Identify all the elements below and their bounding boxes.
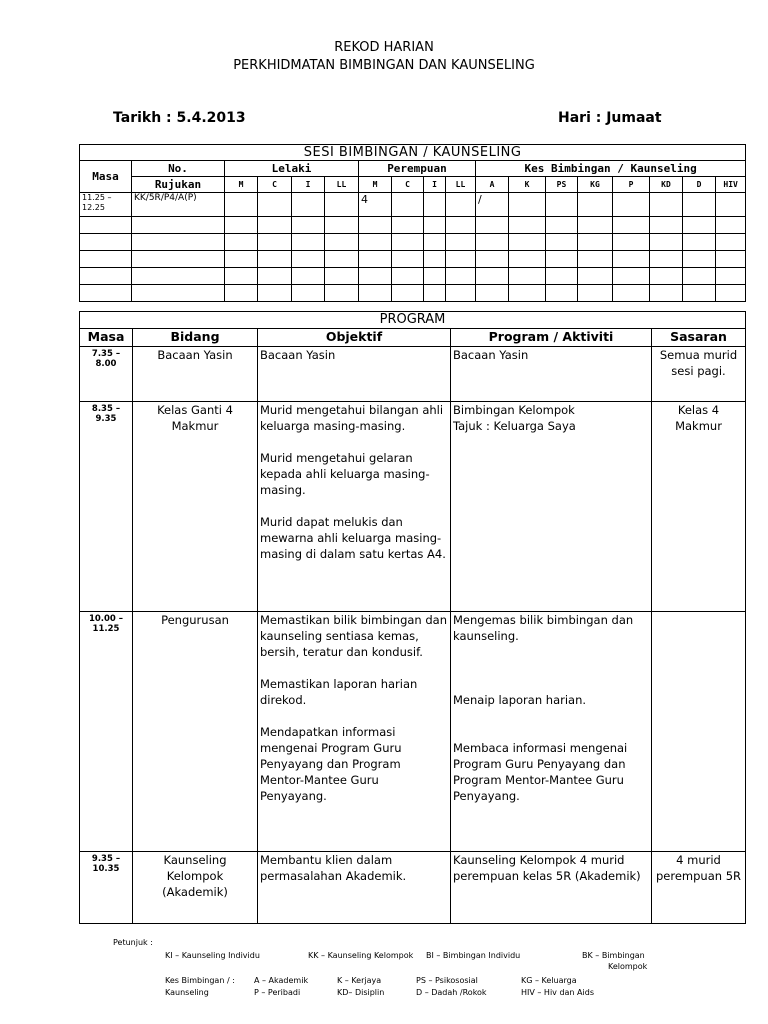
col-sasaran: Sasaran [652,329,746,347]
sub-perempuan-ll: LL [446,177,476,193]
table-row [80,234,746,251]
row-sasaran [652,612,746,852]
row-bidang: Kaunseling Kelompok (Akademik) [133,852,258,924]
sub-kes-k: K [509,177,546,193]
program-table [79,311,746,924]
table-row [80,251,746,268]
row-bidang: Pengurusan [133,612,258,852]
sub-perempuan-m: M [359,177,392,193]
col-no: No. [132,161,225,177]
session-table [79,144,746,302]
program-text: Bacaan Yasin [453,348,529,362]
objektif-text: Mendapatkan informasi mengenai Program Guru Penyayang dan Program Mentor-Mantee Guru Penyayang. [260,725,402,803]
legend-bi: BI – Bimbingan Individu [426,951,521,960]
row-masa: 8.35 – 9.35 [80,402,133,612]
legend-kd: KD– Disiplin [337,988,385,997]
col-masa: Masa [80,161,132,193]
row-masa: 7.35 – 8.00 [80,347,133,402]
table-row [80,347,746,402]
row-bidang: Bacaan Yasin [133,347,258,402]
program-text: Tajuk : Keluarga Saya [453,419,576,433]
legend-p: P – Peribadi [254,988,301,997]
program-text: Kaunseling Kelompok 4 murid perempuan kelas 5R (Akademik) [453,853,641,883]
program-text: Mengemas bilik bimbingan dan kaunseling. [453,613,634,643]
day-label: Hari : Jumaat [558,110,662,126]
report-subtitle: PERKHIDMATAN BIMBINGAN DAN KAUNSELING [233,58,535,73]
report-title: REKOD HARIAN [334,40,434,55]
row-masa: 10.00 – 11.25 [80,612,133,852]
date-label: Tarikh : 5.4.2013 [113,110,246,126]
table-row [80,612,746,852]
sub-kes-p: P [613,177,650,193]
program-title: PROGRAM [80,312,746,329]
legend-kes-2: Kaunseling [165,988,209,997]
table-row [80,402,746,612]
table-row [80,852,746,924]
sub-kes-ps: PS [546,177,578,193]
row-program [451,402,652,612]
objektif-text: Bacaan Yasin [260,348,336,362]
objektif-text: Memastikan laporan harian direkod. [260,677,418,707]
legend-bk-2: Kelompok [608,962,648,971]
col-perempuan: Perempuan [359,161,476,177]
row-program [451,852,652,924]
sub-kes-a: A [476,177,509,193]
sub-lelaki-ll: LL [325,177,359,193]
legend-kk: KK – Kaunseling Kelompok [308,951,414,960]
sub-kes-kd: KD [650,177,683,193]
session-rujukan: KK/5R/P4/A(P) [132,193,225,217]
row-objektif [258,612,451,852]
legend-k: K – Kerjaya [337,976,382,985]
col-rujukan: Rujukan [132,177,225,193]
row-objektif [258,402,451,612]
row-program [451,612,652,852]
sub-perempuan-i: I [424,177,446,193]
row-objektif [258,347,451,402]
col-objektif: Objektif [258,329,451,347]
program-text: Bimbingan Kelompok [453,403,575,417]
session-kes-a: / [476,193,509,217]
legend-bk: BK – Bimbingan [582,951,645,960]
legend-ps: PS – Psikososial [416,976,478,985]
legend-ki: KI – Kaunseling Individu [165,951,260,960]
session-masa: 11.25 – 12.25 [80,193,132,217]
row-masa: 9.35 – 10.35 [80,852,133,924]
program-text: Membaca informasi mengenai Program Guru Penyayang dan Program Mentor-Mantee Guru Penyayang. [453,741,628,803]
legend-d: D – Dadah /Rokok [416,988,487,997]
row-sasaran: 4 murid perempuan 5R [652,852,746,924]
sub-kes-hiv: HIV [716,177,746,193]
table-row [80,268,746,285]
row-sasaran: Semua murid sesi pagi. [652,347,746,402]
legend-label: Petunjuk : [113,938,153,947]
objektif-text: Murid mengetahui bilangan ahli keluarga masing-masing. [260,403,444,433]
col-bidang: Bidang [133,329,258,347]
table-row [80,285,746,302]
sub-lelaki-m: M [225,177,258,193]
objektif-text: Membantu klien dalam permasalahan Akademik. [260,853,407,883]
col-masa: Masa [80,329,133,347]
program-text: Menaip laporan harian. [453,693,587,707]
row-bidang: Kelas Ganti 4 Makmur [133,402,258,612]
col-program: Program / Aktiviti [451,329,652,347]
sub-lelaki-i: I [292,177,325,193]
sub-lelaki-c: C [258,177,292,193]
row-objektif [258,852,451,924]
legend-kes: Kes Bimbingan / : [165,976,235,985]
session-table-title: SESI BIMBINGAN / KAUNSELING [80,145,746,161]
legend-hiv: HIV – Hiv dan Aids [521,988,594,997]
legend-kg: KG – Keluarga [521,976,577,985]
objektif-text: Murid dapat melukis dan mewarna ahli keluarga masing-masing di dalam satu kertas A4. [260,515,446,561]
session-perempuan-m: 4 [359,193,392,217]
table-row [80,217,746,234]
sub-kes-d: D [683,177,716,193]
objektif-text: Murid mengetahui gelaran kepada ahli keluarga masing-masing. [260,451,430,497]
sub-kes-kg: KG [578,177,613,193]
col-kes: Kes Bimbingan / Kaunseling [476,161,746,177]
row-sasaran: Kelas 4 Makmur [652,402,746,612]
legend-a: A – Akademik [254,976,309,985]
row-program [451,347,652,402]
objektif-text: Memastikan bilik bimbingan dan kaunseling sentiasa kemas, bersih, teratur dan kondusif. [260,613,447,659]
sub-perempuan-c: C [392,177,424,193]
col-lelaki: Lelaki [225,161,359,177]
